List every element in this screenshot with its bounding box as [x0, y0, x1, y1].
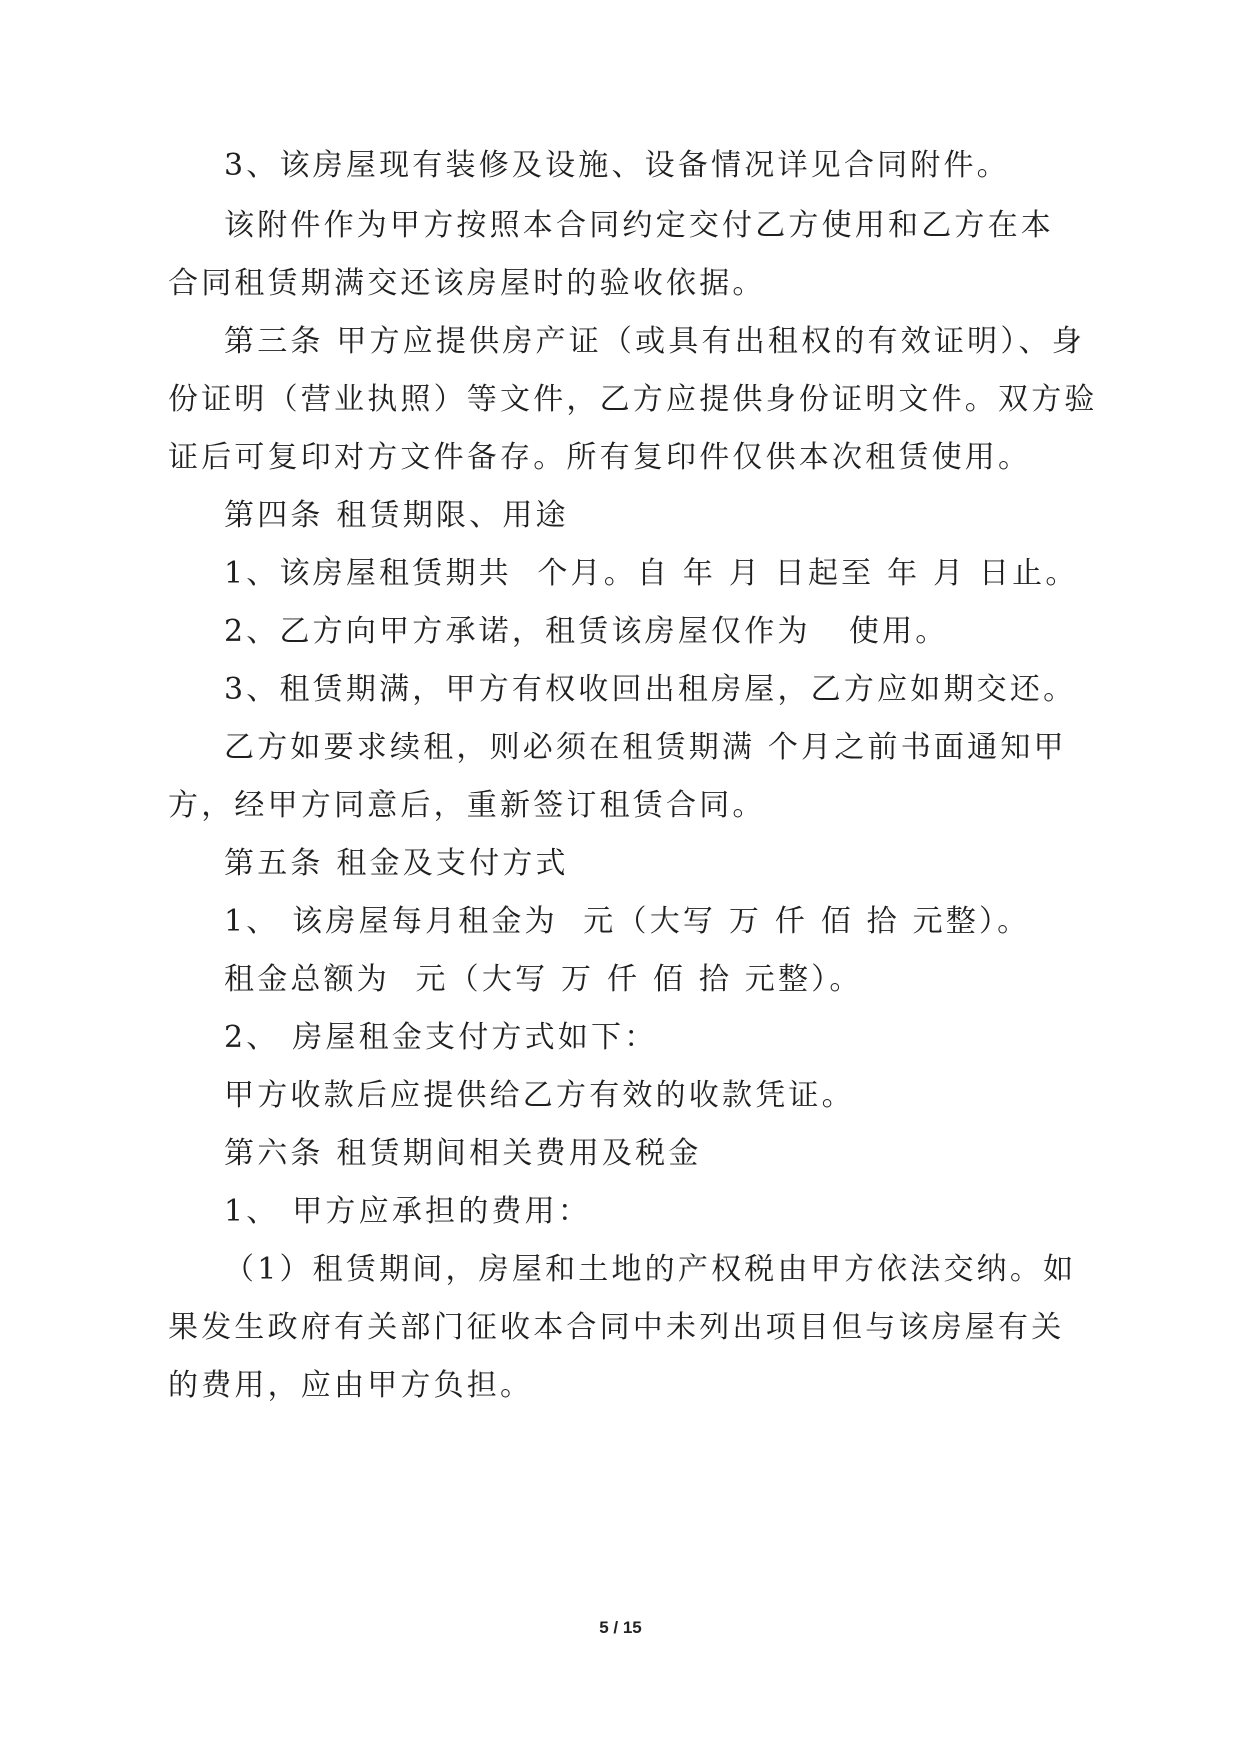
page-number: 5 / 15 [599, 1618, 642, 1637]
paragraph-line: 3、租赁期满，甲方有权收回出租房屋，乙方应如期交还。 [224, 672, 1077, 707]
paragraph-line: 3、该房屋现有装修及设施、设备情况详见合同附件。 [224, 148, 1010, 183]
article-heading-line: 第六条 租赁期间相关费用及税金 [224, 1136, 702, 1171]
paragraph-line: 证后可复印对方文件备存。所有复印件仅供本次租赁使用。 [168, 440, 1032, 475]
paragraph-line: 的费用，应由甲方负担。 [168, 1368, 534, 1403]
article-heading-line: 第四条 租赁期限、用途 [224, 498, 569, 533]
paragraph-line: 甲方收款后应提供给乙方有效的收款凭证。 [224, 1078, 855, 1113]
paragraph-line: 租金总额为 元（大写 万 仟 佰 拾 元整）。 [224, 962, 863, 997]
paragraph-line: 2、乙方向甲方承诺，租赁该房屋仅作为 使用。 [224, 614, 949, 649]
article-heading-line: 第五条 租金及支付方式 [224, 846, 569, 881]
paragraph-line: 该附件作为甲方按照本合同约定交付乙方使用和乙方在本 [224, 208, 1054, 243]
paragraph-line: 1、该房屋租赁期共 个月。自 年 月 日起至 年 月 日止。 [224, 556, 1079, 591]
paragraph-line: 方，经甲方同意后，重新签订租赁合同。 [168, 788, 766, 823]
paragraph-line: 果发生政府有关部门征收本合同中未列出项目但与该房屋有关 [168, 1310, 1065, 1345]
paragraph-line: 合同租赁期满交还该房屋时的验收依据。 [168, 266, 766, 301]
paragraph-line: 1、 甲方应承担的费用： [224, 1194, 592, 1229]
paragraph-line: 乙方如要求续租，则必须在租赁期满 个月之前书面通知甲 [224, 730, 1067, 765]
paragraph-line: 份证明（营业执照）等文件，乙方应提供身份证明文件。双方验 [168, 382, 1098, 417]
article-heading-line: 第三条 甲方应提供房产证（或具有出租权的有效证明）、身 [224, 324, 1085, 359]
paragraph-line: 2、 房屋租金支付方式如下： [224, 1020, 658, 1055]
paragraph-line: 1、 该房屋每月租金为 元（大写 万 仟 佰 拾 元整）。 [224, 904, 1031, 939]
paragraph-line: （1）租赁期间，房屋和土地的产权税由甲方依法交纳。如 [224, 1252, 1077, 1287]
